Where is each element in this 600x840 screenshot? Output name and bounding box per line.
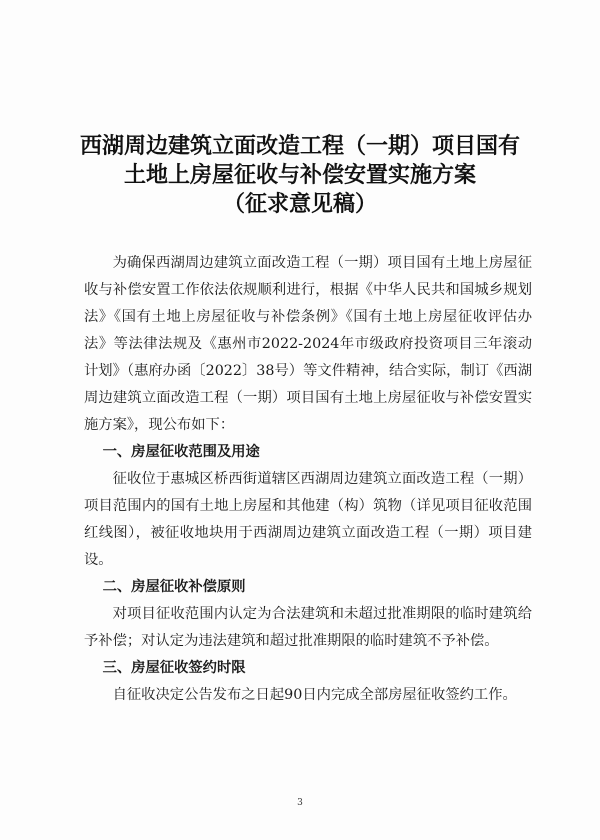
document-body [84,250,532,709]
section-heading-1: 一、房屋征收范围及用途 [102,444,260,460]
page-number: 3 [297,798,303,808]
title-line-3: （征求意见稿） [222,192,377,217]
section-heading-3: 三、房屋征收签约时限 [102,660,246,676]
intro-paragraph: 为确保西湖周边建筑立面改造工程（一期）项目国有土地上房屋征收与补偿安置工作依法依规顺利进行，根据《中华人民共和国城乡规划法》《国有土地上房屋征收与补偿条例》《国有土地上房屋征收评估办法》等法律法规及《惠州市2022-2024年市级政府投资项目三年滚动计划》（惠府办函〔2022〕38号）等文件精神，结合实际，制订《西湖周边建筑立面改造工程（一期）项目国有土地上房屋征收与补偿安置实施方案》，现公布如下： [84,255,532,433]
section-heading-2: 二、房屋征收补偿原则 [102,579,246,595]
section-paragraph-3: 自征收决定公告发布之日起90日内完成全部房屋征收签约工作。 [112,687,517,703]
section-paragraph-1: 征收位于惠城区桥西街道辖区西湖周边建筑立面改造工程（一期）项目范围内的国有土地上房屋和其他建（构）筑物（详见项目征收范围红线图），被征收地块用于西湖周边建筑立面改造工程（一期）项目建设。 [84,471,532,568]
section-paragraph-2: 对项目征收范围内认定为合法建筑和未超过批准期限的临时建筑给予补偿；对认定为违法建筑和超过批准期限的临时建筑不予补偿。 [84,606,532,649]
document-title [40,132,560,219]
title-line-1: 西湖周边建筑立面改造工程（一期）项目国有 [79,134,520,159]
title-line-2: 土地上房屋征收与补偿安置实施方案 [123,163,476,188]
